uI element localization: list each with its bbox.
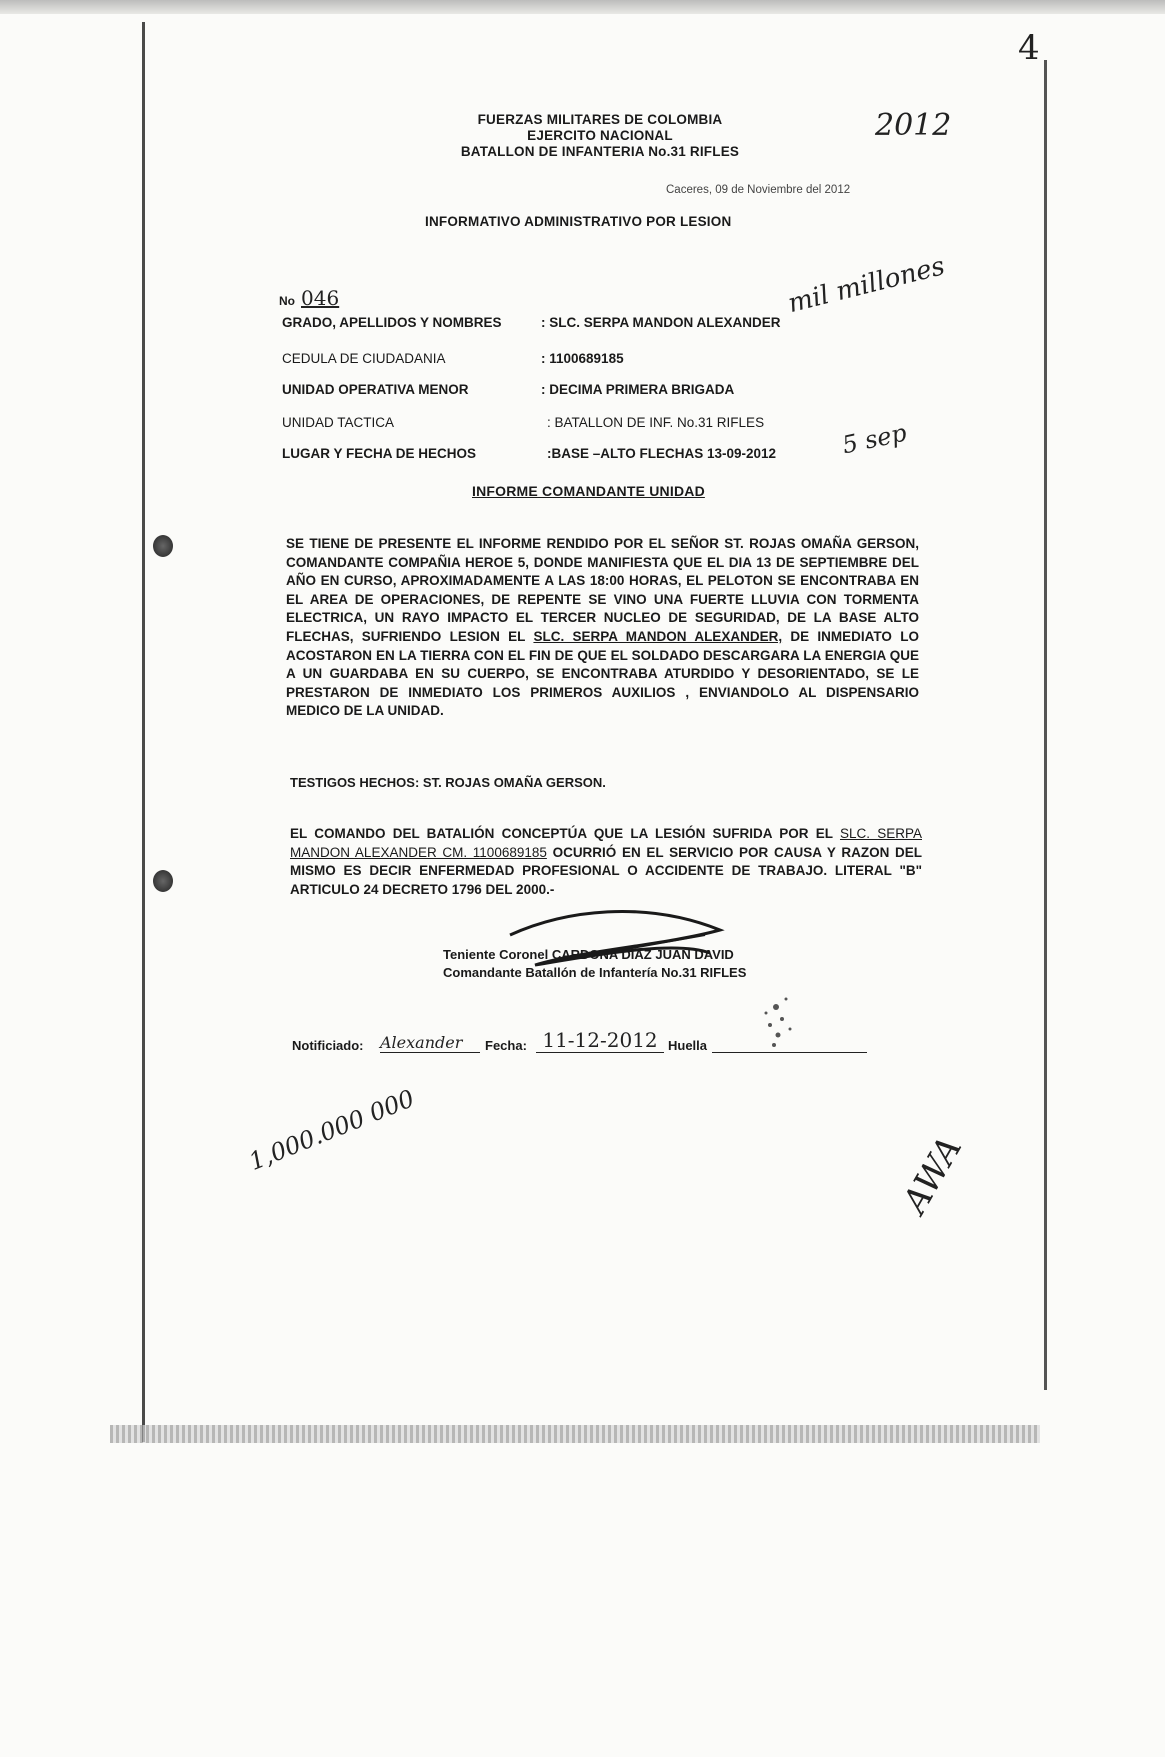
concept-text: EL COMANDO DEL BATALIÓN CONCEPTÚA QUE LA LESIÓN SUFRIDA POR EL: [290, 826, 833, 841]
report-number: [279, 286, 339, 310]
field-value: : DECIMA PRIMERA BRIGADA: [541, 382, 735, 397]
signature-name: Teniente Coronel CARDONA DIAZ JUAN DAVID: [443, 947, 734, 962]
scan-top-band: [0, 0, 1165, 14]
date-value: 11-12-2012: [536, 1028, 664, 1053]
soldier-name: SLC. SERPA MANDON ALEXANDER,: [533, 628, 783, 644]
field-label: UNIDAD TACTICA: [282, 415, 395, 430]
section-title: INFORME COMANDANTE UNIDAD: [472, 483, 705, 499]
page-right-edge: [1044, 60, 1047, 1390]
scan-bottom-edge: [110, 1425, 1040, 1443]
header-block: [400, 112, 800, 160]
notified-label: Notificiado:: [292, 1038, 364, 1053]
soldier-name-id: SLC. SERPA MANDON ALEXANDER CM. 1100689185: [290, 826, 922, 860]
field-label: GRADO, APELLIDOS Y NOMBRES: [282, 315, 502, 330]
fingerprint-label: Huella: [668, 1038, 708, 1053]
number-value: 046: [301, 286, 340, 310]
page-left-edge: [142, 22, 145, 1442]
handwritten-year: 2012: [875, 108, 952, 143]
field-label: UNIDAD OPERATIVA MENOR: [282, 382, 469, 397]
handwritten-days: 5 sep: [839, 418, 909, 460]
field-value: : BATALLON DE INF. No.31 RIFLES: [547, 415, 765, 430]
place-date: Caceres, 09 de Noviembre del 2012: [666, 184, 851, 196]
concept-paragraph: [290, 825, 922, 899]
handwritten-millones: mil millones: [785, 251, 948, 320]
handwritten-initials: AWA: [895, 1129, 971, 1220]
report-text: SE TIENE DE PRESENTE EL INFORME RENDIDO POR EL SEÑOR ST. ROJAS OMAÑA GERSON, COMANDANTE COMPAÑIA HEROE 5, DONDE MANIFIESTA QUE EL DIA 13 DE SEPTIEMBRE DEL AÑO EN CURSO, APROXIMADAMENTE A LAS 18:00 HORAS, EL PELOTON SE ENCONTRABA EN EL AREA DE OPERACIONES, DE REPENTE SE VINO UNA FUERTE LLUVIA CON TORMENTA ELECTRICA, UN RAYO IMPACTO EL TERCER NUCLEO DE SEGURIDAD, DE LA BASE ALTO FLECHAS, SUFRIENDO LESION EL: [286, 536, 919, 644]
header-line-1: FUERZAS MILITARES DE COLOMBIA: [477, 112, 723, 127]
report-paragraph: [286, 535, 919, 721]
document-title: INFORMATIVO ADMINISTRATIVO POR LESION: [425, 214, 732, 229]
handwritten-amount: 1,000.000 000: [245, 1084, 419, 1176]
field-value: :BASE –ALTO FLECHAS 13-09-2012: [547, 446, 777, 461]
number-label: No: [279, 294, 295, 308]
concept-text: OCURRIÓ EN EL SERVICIO POR CAUSA Y RAZON DEL MISMO ES DECIR ENFERMEDAD PROFESIONAL O ACCIDENTE DE TRABAJO. LITERAL "B" ARTICULO 24 DECRETO 1796 DEL 2000.-: [290, 844, 922, 897]
field-value: : 1100689185: [541, 351, 624, 366]
signature-block: [443, 946, 746, 982]
notified-value: Alexander: [380, 1033, 480, 1053]
signature-title: Comandante Batallón de Infantería No.31 RIFLES: [443, 965, 747, 980]
fingerprint-mark: [752, 985, 802, 1055]
field-label: CEDULA DE CIUDADANIA: [282, 351, 446, 366]
report-text: DE INMEDIATO LO ACOSTARON EN LA TIERRA CON EL FIN DE QUE EL SOLDADO DESCARGARA LA ENERGIA QUE A UN GUARDABA EN SU CUERPO, SE ENCONTRABA ATURDIDO Y DESORIENTADO, SE LE PRESTARON DE INMEDIATO LOS PRIMEROS AUXILIOS , ENVIANDOLO AL DISPENSARIO MEDICO DE LA UNIDAD.: [286, 628, 919, 719]
field-value: : SLC. SERPA MANDON ALEXANDER: [541, 315, 781, 330]
header-line-3: BATALLON DE INFANTERIA No.31 RIFLES: [460, 144, 740, 159]
witness-line: TESTIGOS HECHOS: ST. ROJAS OMAÑA GERSON.: [290, 775, 606, 790]
date-label: Fecha:: [485, 1038, 527, 1053]
header-line-2: EJERCITO NACIONAL: [527, 128, 673, 143]
punch-hole: [153, 535, 173, 557]
punch-hole: [153, 870, 173, 892]
field-label: LUGAR Y FECHA DE HECHOS: [282, 446, 477, 461]
page-number: 4: [1018, 28, 1040, 68]
